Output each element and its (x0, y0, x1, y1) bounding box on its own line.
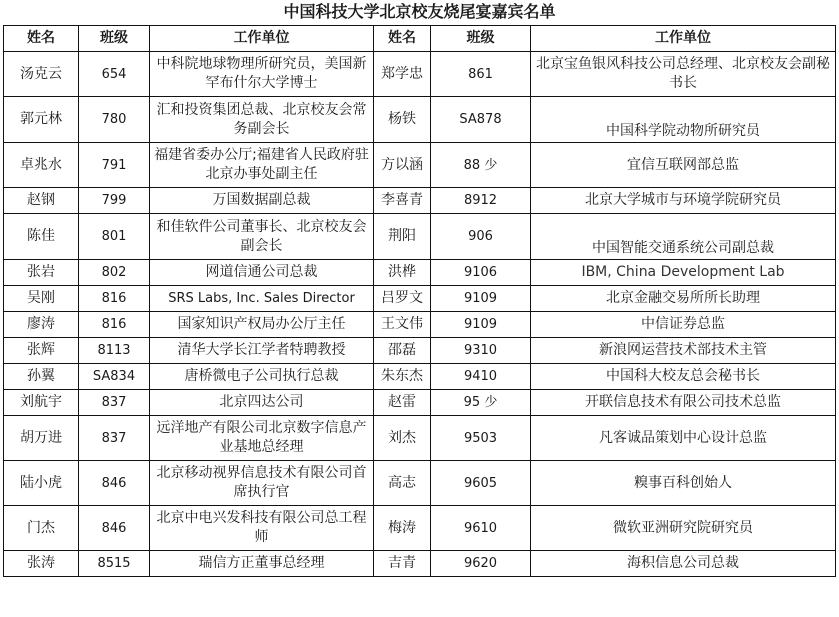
class-cell: 9605 (431, 461, 531, 506)
name-cell: 邵磊 (374, 338, 431, 364)
class-cell: 846 (79, 461, 150, 506)
class-cell: 9610 (431, 506, 531, 551)
name-cell: 张辉 (4, 338, 79, 364)
class-cell: 799 (79, 188, 150, 214)
class-cell: 9310 (431, 338, 531, 364)
table-row (4, 214, 836, 260)
org-cell: IBM, China Development Lab (531, 260, 836, 286)
org-cell: 糗事百科创始人 (531, 461, 836, 506)
table-row (4, 416, 836, 461)
name-cell: 吴刚 (4, 286, 79, 312)
name-cell: 高志 (374, 461, 431, 506)
name-cell: 赵钢 (4, 188, 79, 214)
class-cell: 95 少 (431, 390, 531, 416)
org-cell: 福建省委办公厅;福建省人民政府驻北京办事处副主任 (150, 143, 374, 188)
table-row (4, 188, 836, 214)
class-cell: 791 (79, 143, 150, 188)
name-cell: 吉青 (374, 551, 431, 577)
name-cell: 张涛 (4, 551, 79, 577)
class-cell: 780 (79, 97, 150, 143)
org-cell: 北京金融交易所所长助理 (531, 286, 836, 312)
name-cell: 胡万进 (4, 416, 79, 461)
org-cell: 中国科大校友总会秘书长 (531, 364, 836, 390)
org-cell: 远洋地产有限公司北京数字信息产业基地总经理 (150, 416, 374, 461)
class-cell: 9620 (431, 551, 531, 577)
header-class-2: 班级 (431, 26, 531, 52)
table-row (4, 52, 836, 97)
name-cell: 吕罗文 (374, 286, 431, 312)
org-cell: SRS Labs, Inc. Sales Director (150, 286, 374, 312)
name-cell: 方以涵 (374, 143, 431, 188)
class-cell: 861 (431, 52, 531, 97)
table-row (4, 390, 836, 416)
header-name-2: 姓名 (374, 26, 431, 52)
table-row (4, 286, 836, 312)
class-cell: 8515 (79, 551, 150, 577)
org-cell: 清华大学长江学者特聘教授 (150, 338, 374, 364)
table-row (4, 506, 836, 551)
name-cell: 孙翼 (4, 364, 79, 390)
name-cell: 郭元林 (4, 97, 79, 143)
org-cell: 网道信通公司总裁 (150, 260, 374, 286)
header-org-1: 工作单位 (150, 26, 374, 52)
org-cell: 北京中电兴发科技有限公司总工程师 (150, 506, 374, 551)
table-row (4, 260, 836, 286)
org-cell: 凡客诚品策划中心设计总监 (531, 416, 836, 461)
name-cell: 廖涛 (4, 312, 79, 338)
class-cell: 8912 (431, 188, 531, 214)
class-cell: SA878 (431, 97, 531, 143)
name-cell: 郑学忠 (374, 52, 431, 97)
class-cell: 816 (79, 286, 150, 312)
class-cell: 802 (79, 260, 150, 286)
org-cell: 中国智能交通系统公司副总裁 (531, 214, 836, 260)
org-cell: 北京大学城市与环境学院研究员 (531, 188, 836, 214)
name-cell: 陈佳 (4, 214, 79, 260)
name-cell: 刘航宇 (4, 390, 79, 416)
name-cell: 赵雷 (374, 390, 431, 416)
name-cell: 门杰 (4, 506, 79, 551)
org-cell: 万国数据副总裁 (150, 188, 374, 214)
name-cell: 张岩 (4, 260, 79, 286)
header-row (4, 26, 836, 52)
class-cell: 816 (79, 312, 150, 338)
name-cell: 杨铁 (374, 97, 431, 143)
class-cell: 801 (79, 214, 150, 260)
class-cell: SA834 (79, 364, 150, 390)
header-org-2: 工作单位 (531, 26, 836, 52)
class-cell: 9410 (431, 364, 531, 390)
name-cell: 刘杰 (374, 416, 431, 461)
org-cell: 中信证券总监 (531, 312, 836, 338)
org-cell: 中国科学院动物所研究员 (531, 97, 836, 143)
name-cell: 王文伟 (374, 312, 431, 338)
name-cell: 卓兆水 (4, 143, 79, 188)
org-cell: 开联信息技术有限公司技术总监 (531, 390, 836, 416)
class-cell: 8113 (79, 338, 150, 364)
class-cell: 9106 (431, 260, 531, 286)
org-cell: 国家知识产权局办公厅主任 (150, 312, 374, 338)
org-cell: 瑞信方正董事总经理 (150, 551, 374, 577)
org-cell: 北京宝鱼银风科技公司总经理、北京校友会副秘书长 (531, 52, 836, 97)
table-row (4, 143, 836, 188)
class-cell: 654 (79, 52, 150, 97)
name-cell: 汤克云 (4, 52, 79, 97)
class-cell: 9109 (431, 286, 531, 312)
name-cell: 梅涛 (374, 506, 431, 551)
class-cell: 9503 (431, 416, 531, 461)
header-class-1: 班级 (79, 26, 150, 52)
table-row (4, 338, 836, 364)
org-cell: 微软亚洲研究院研究员 (531, 506, 836, 551)
org-cell: 唐桥微电子公司执行总裁 (150, 364, 374, 390)
org-cell: 北京移动视界信息技术有限公司首席执行官 (150, 461, 374, 506)
name-cell: 洪桦 (374, 260, 431, 286)
name-cell: 李喜青 (374, 188, 431, 214)
org-cell: 和佳软件公司董事长、北京校友会副会长 (150, 214, 374, 260)
name-cell: 朱东杰 (374, 364, 431, 390)
table-row (4, 461, 836, 506)
class-cell: 846 (79, 506, 150, 551)
org-cell: 北京四达公司 (150, 390, 374, 416)
org-cell: 汇和投资集团总裁、北京校友会常务副会长 (150, 97, 374, 143)
header-name-1: 姓名 (4, 26, 79, 52)
class-cell: 88 少 (431, 143, 531, 188)
org-cell: 中科院地球物理所研究员，美国新罕布什尔大学博士 (150, 52, 374, 97)
class-cell: 837 (79, 390, 150, 416)
class-cell: 9109 (431, 312, 531, 338)
table-row (4, 551, 836, 577)
class-cell: 906 (431, 214, 531, 260)
org-cell: 海积信息公司总裁 (531, 551, 836, 577)
org-cell: 新浪网运营技术部技术主管 (531, 338, 836, 364)
guest-table (3, 25, 836, 577)
page-title: 中国科技大学北京校友烧尾宴嘉宾名单 (283, 2, 556, 21)
class-cell: 837 (79, 416, 150, 461)
table-row (4, 312, 836, 338)
name-cell: 荆阳 (374, 214, 431, 260)
name-cell: 陆小虎 (4, 461, 79, 506)
table-row (4, 97, 836, 143)
org-cell: 宜信互联网部总监 (531, 143, 836, 188)
table-row (4, 364, 836, 390)
